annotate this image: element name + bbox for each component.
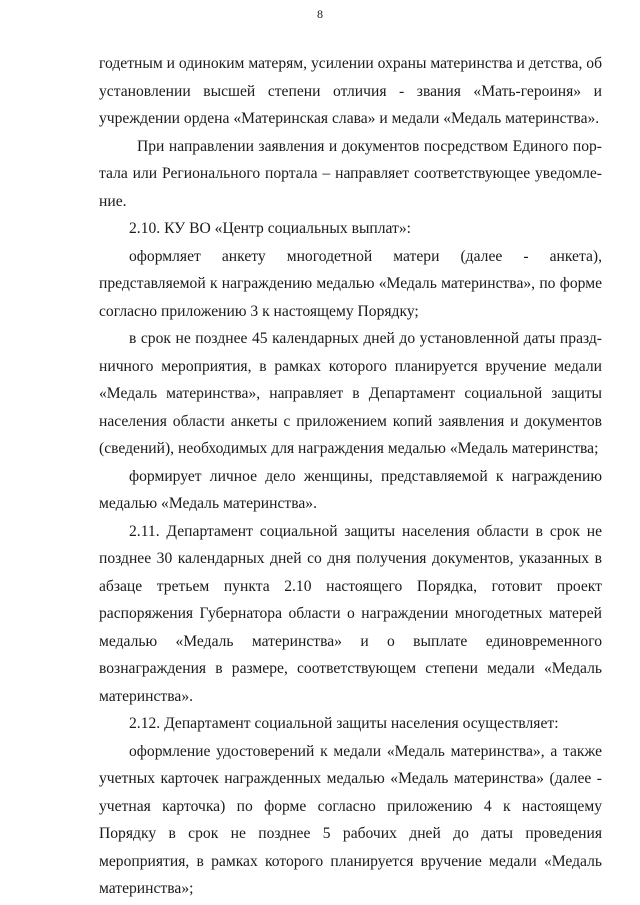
paragraph-personal-file: формирует личное дело женщины, представляемой к награждению медалью «Медаль материнства». [99, 467, 602, 512]
paragraph-clause-2-10: 2.10. КУ ВО «Центр социальных выплат»: [129, 220, 412, 237]
paragraph-notification: При направлении заявления и документов посредством Единого портала или Регионального портала – направляет соответствующее уведомление. [99, 137, 602, 210]
paragraph-questionnaire: оформляет анкету многодетной матери (далее - анкета), представляемой к награждению медалью «Медаль материнства», по форме согласно приложению 3 к настоящему Порядку; [99, 247, 602, 320]
paragraph-clause-2-11: 2.11. Департамент социальной защиты населения области в срок не позднее 30 календарных дней со дня получения документов, указанных в абзаце третьем пункта 2.10 настоящего Порядка, готовит проект распоряжения Губернатора области о награждении многодетных матерей медалью «Медаль материнства» и о выплате единовременного вознаграждения в размере, соответствующем степени медали «Медаль материнства». [99, 522, 602, 705]
paragraph-deadline-45-days: в срок не позднее 45 календарных дней до установленной даты праздничного мероприятия, в рамках которого планируется вручение медали «Медаль материнства», направляет в Департамент социальной защиты населения области анкеты с приложением копий заявления и документов (сведений), необходимых для награждения медалью «Медаль материнства; [99, 330, 602, 457]
paragraph-certificates: оформление удостоверений к медали «Медаль материнства», а также учетных карточек награжденных медалью «Медаль материнства» (далее - учетная карточка) по форме согласно приложению 4 к настоящему Порядку в срок не позднее 5 рабочих дней до даты проведения мероприятия, в рамках которого планируется вручение медали «Медаль материнства»; [99, 742, 602, 897]
page-number: 8 [317, 7, 323, 21]
paragraph-clause-2-12: 2.12. Департамент социальной защиты населения осуществляет: [129, 715, 559, 732]
paragraph-continuation: годетным и одиноким матерям, усилении охраны материнства и детства, об установлении высшей степени отличия - звания «Мать-героиня» и учреждении ордена «Материнская слава» и медали «Медаль материнства». [99, 55, 602, 127]
document-body [99, 50, 602, 903]
